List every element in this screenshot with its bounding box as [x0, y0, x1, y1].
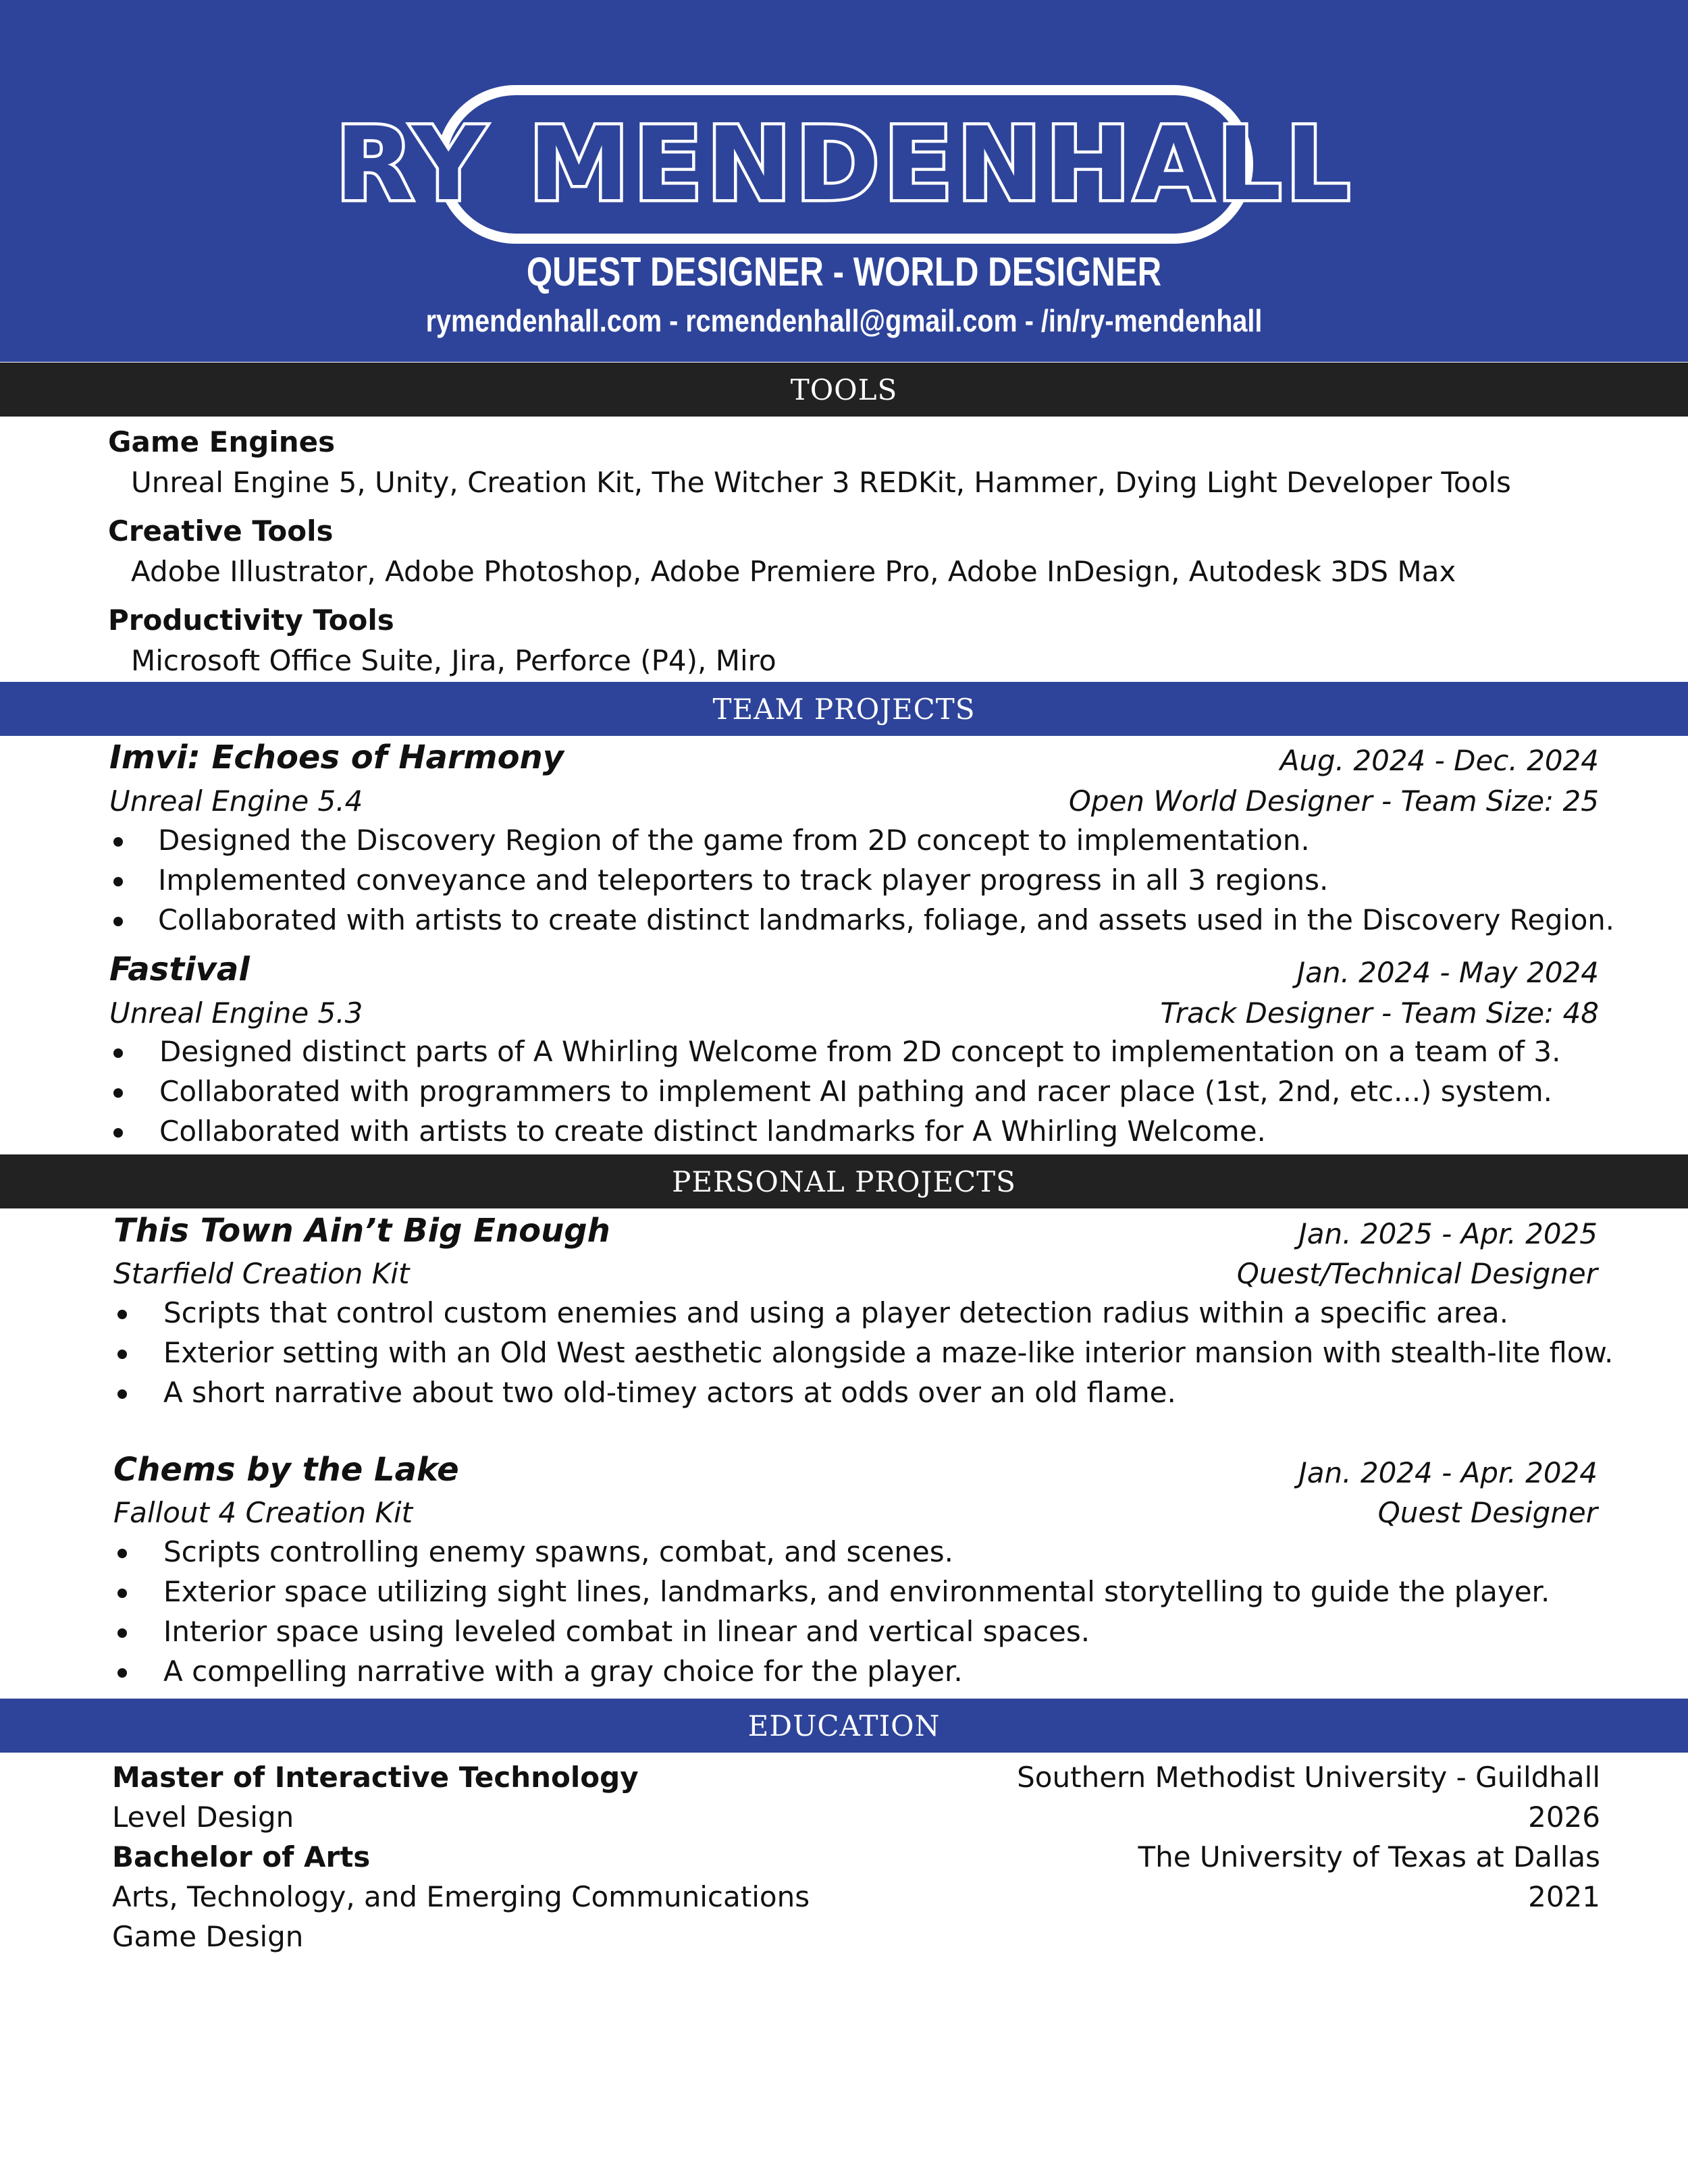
- education-degree: Master of Interactive Technology: [112, 1761, 639, 1794]
- project-bullet: Scripts controlling enemy spawns, combat, and scenes.: [163, 1535, 953, 1568]
- bullet-dot: [117, 1668, 127, 1678]
- education-field-secondary: Game Design: [112, 1920, 304, 1953]
- education-field: Level Design: [112, 1801, 294, 1834]
- education-degree: Bachelor of Arts: [112, 1840, 371, 1873]
- tool-category-items: Adobe Illustrator, Adobe Photoshop, Adobe Premiere Pro, Adobe InDesign, Autodesk 3DS Max: [131, 555, 1456, 588]
- project-bullet: Collaborated with artists to create distinct landmarks for A Whirling Welcome.: [159, 1115, 1266, 1148]
- project-role: Quest Designer: [1377, 1496, 1598, 1529]
- bullet-dot: [113, 917, 123, 926]
- bullet-dot: [117, 1549, 127, 1558]
- project-bullet: Designed the Discovery Region of the game from 2D concept to implementation.: [158, 824, 1310, 857]
- education-year: 2021: [1528, 1880, 1600, 1913]
- section-bar-education: [0, 1699, 1688, 1753]
- bullet-dot: [117, 1589, 127, 1598]
- project-dates: Jan. 2024 - Apr. 2024: [1298, 1456, 1598, 1489]
- section-title-team-projects: TEAM PROJECTS: [712, 692, 976, 726]
- project-dates: Jan. 2024 - May 2024: [1296, 956, 1599, 989]
- project-role: Quest/Technical Designer: [1236, 1257, 1598, 1290]
- section-title-tools: TOOLS: [790, 373, 898, 406]
- section-bar-tools: [0, 363, 1688, 417]
- bullet-dot: [113, 1128, 123, 1138]
- project-title: Imvi: Echoes of Harmony: [109, 739, 564, 776]
- name-logo: [335, 85, 1354, 244]
- bullet-dot: [113, 877, 123, 886]
- project-bullet: Interior space using leveled combat in linear and vertical spaces.: [163, 1615, 1090, 1648]
- project-engine: Starfield Creation Kit: [113, 1257, 410, 1290]
- education-year: 2026: [1528, 1801, 1600, 1834]
- bullet-dot: [113, 837, 123, 847]
- project-bullet: Designed distinct parts of A Whirling Welcome from 2D concept to implementation on a team of 3.: [159, 1035, 1561, 1068]
- project-dates: Jan. 2025 - Apr. 2025: [1298, 1217, 1598, 1250]
- job-titles: QUEST DESIGNER - WORLD DESIGNER: [526, 249, 1162, 294]
- bullet-dot: [113, 1088, 123, 1098]
- bullet-dot: [117, 1389, 127, 1399]
- education-field: Arts, Technology, and Emerging Communications: [112, 1880, 810, 1913]
- project-bullet: A compelling narrative with a gray choice for the player.: [163, 1655, 963, 1688]
- project-bullet: Implemented conveyance and teleporters to track player progress in all 3 regions.: [158, 863, 1329, 897]
- project-title: Fastival: [109, 951, 250, 988]
- project-title: Chems by the Lake: [113, 1451, 459, 1489]
- section-title-personal-projects: PERSONAL PROJECTS: [672, 1165, 1016, 1198]
- section-bar-team-projects: [0, 682, 1688, 736]
- tool-category-items: Microsoft Office Suite, Jira, Perforce (P4), Miro: [131, 644, 776, 677]
- project-bullet: Exterior space utilizing sight lines, landmarks, and environmental storytelling to guide the player.: [163, 1575, 1550, 1608]
- bullet-dot: [117, 1310, 127, 1319]
- bullet-dot: [117, 1350, 127, 1359]
- bullet-dot: [117, 1628, 127, 1638]
- project-role: Track Designer - Team Size: 48: [1160, 996, 1599, 1030]
- section-bar-personal-projects: [0, 1154, 1688, 1208]
- contact-line: rymendenhall.com - rcmendenhall@gmail.com - /in/ry-mendenhall: [425, 303, 1263, 338]
- project-engine: Fallout 4 Creation Kit: [113, 1496, 413, 1529]
- project-bullet: A short narrative about two old-timey actors at odds over an old flame.: [163, 1376, 1176, 1409]
- candidate-name: RY MENDENHALL: [335, 105, 1354, 223]
- project-bullet: Scripts that control custom enemies and using a player detection radius within a specific area.: [163, 1296, 1509, 1329]
- project-dates: Aug. 2024 - Dec. 2024: [1280, 744, 1599, 777]
- project-engine: Unreal Engine 5.3: [109, 996, 363, 1030]
- project-title: This Town Ain’t Big Enough: [113, 1212, 610, 1250]
- section-title-education: EDUCATION: [747, 1709, 941, 1742]
- education-school: The University of Texas at Dallas: [1138, 1840, 1600, 1873]
- tool-category-label: Creative Tools: [108, 514, 334, 548]
- project-role: Open World Designer - Team Size: 25: [1068, 784, 1599, 818]
- project-bullet: Collaborated with programmers to implement AI pathing and racer place (1st, 2nd, etc...) system.: [159, 1075, 1552, 1108]
- bullet-dot: [113, 1048, 123, 1058]
- project-bullet: Collaborated with artists to create distinct landmarks, foliage, and assets used in the Discovery Region.: [158, 903, 1614, 936]
- education-school: Southern Methodist University - Guildhall: [1017, 1761, 1600, 1794]
- project-bullet: Exterior setting with an Old West aesthetic alongside a maze-like interior mansion with stealth-lite flow.: [163, 1336, 1614, 1369]
- tool-category-label: Game Engines: [108, 425, 336, 458]
- project-engine: Unreal Engine 5.4: [109, 784, 363, 818]
- tool-category-label: Productivity Tools: [108, 604, 394, 637]
- tool-category-items: Unreal Engine 5, Unity, Creation Kit, The Witcher 3 REDKit, Hammer, Dying Light Developer Tools: [131, 466, 1511, 499]
- header-banner: [0, 0, 1688, 362]
